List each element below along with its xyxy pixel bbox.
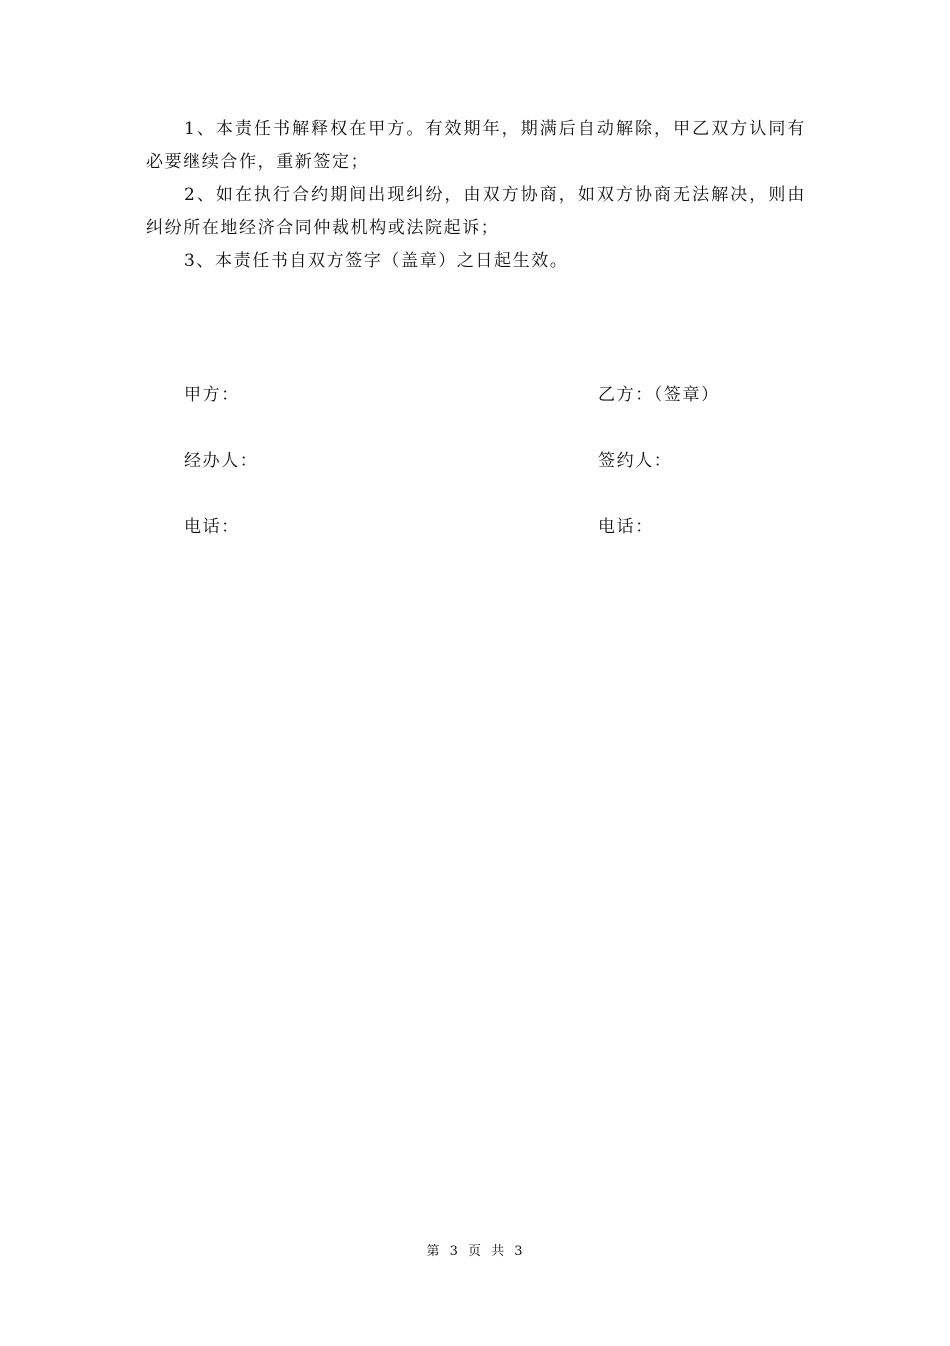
handler-label: 经办人： [184,451,259,471]
clause-3: 3、本责任书自双方签字（盖章）之日起生效。 [184,251,569,271]
party-a-label: 甲方： [184,385,240,405]
clause-1: 1、本责任书解释权在甲方。有效期年，期满后自动解除，甲乙双方认同有必要继续合作，重新签定； [146,119,806,172]
phone-a-label: 电话： [184,517,240,537]
page-number-footer: 第 3 页 共 3 [426,1244,524,1259]
phone-b-label: 电话： [598,517,654,537]
clause-2: 2、如在执行合约期间出现纠纷，由双方协商，如双方协商无法解决，则由纠纷所在地经济合同仲裁机构或法院起诉； [146,185,806,238]
signatory-label: 签约人： [598,451,673,471]
party-b-label: 乙方：（签章） [598,385,720,405]
clause-list [146,113,806,278]
